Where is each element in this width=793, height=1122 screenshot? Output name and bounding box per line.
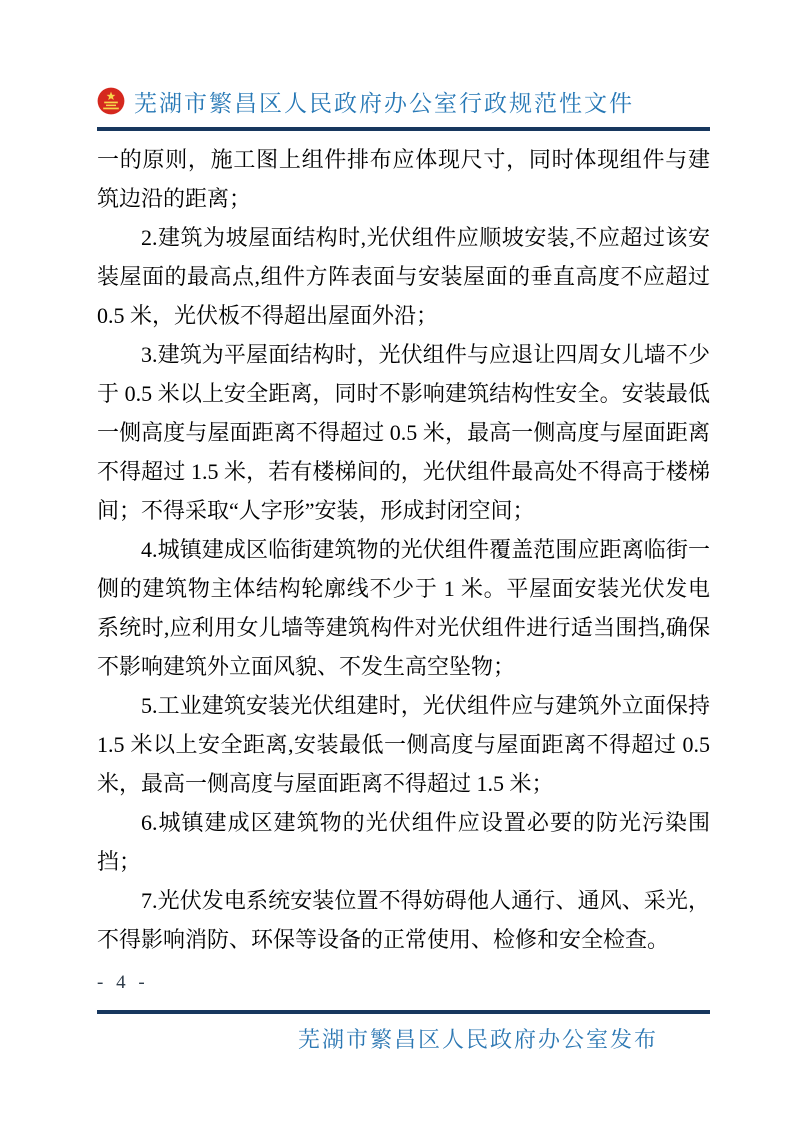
footer-divider — [97, 1010, 710, 1014]
national-emblem-icon — [97, 87, 125, 115]
paragraph-item-2: 2.建筑为坡屋面结构时,光伏组件应顺坡安装,不应超过该安装屋面的最高点,组件方阵表面与安装屋面的垂直高度不应超过 0.5 米，光伏板不得超出屋面外沿； — [97, 225, 710, 328]
paragraph-item-6: 6.城镇建成区建筑物的光伏组件应设置必要的防光污染围挡； — [97, 810, 710, 874]
page-number: - 4 - — [97, 972, 149, 993]
paragraph-item-5: 5.工业建筑安装光伏组建时，光伏组件应与建筑外立面保持 1.5 米以上安全距离,安装最低一侧高度与屋面距离不得超过 0.5 米，最高一侧高度与屋面距离不得超过 1.5 米； — [97, 693, 710, 796]
document-header — [97, 84, 710, 118]
paragraph-continuation: 一的原则，施工图上组件排布应体现尺寸，同时体现组件与建筑边沿的距离； — [97, 147, 710, 211]
header-title: 芜湖市繁昌区人民政府办公室行政规范性文件 — [134, 90, 634, 116]
paragraph-item-4: 4.城镇建成区临街建筑物的光伏组件覆盖范围应距离临街一侧的建筑物主体结构轮廓线不少于 1 米。平屋面安装光伏发电系统时,应利用女儿墙等建筑构件对光伏组件进行适当围挡,确保不影响建筑外立面风貌、不发生高空坠物； — [97, 537, 710, 679]
paragraph-item-3: 3.建筑为平屋面结构时，光伏组件与应退让四周女儿墙不少于 0.5 米以上安全距离，同时不影响建筑结构性安全。安装最低一侧高度与屋面距离不得超过 0.5 米，最高一侧高度与屋面距离不得超过 1.5 米，若有楼梯间的，光伏组件最高处不得高于楼梯间；不得采取“人字形”安装，形成封闭空间； — [97, 342, 710, 523]
document-body — [97, 140, 710, 959]
paragraph-item-7: 7.光伏发电系统安装位置不得妨碍他人通行、通风、采光，不得影响消防、环保等设备的正常使用、检修和安全检查。 — [97, 888, 710, 952]
header-divider — [97, 127, 710, 131]
publisher-line: 芜湖市繁昌区人民政府办公室发布 — [297, 1027, 658, 1052]
